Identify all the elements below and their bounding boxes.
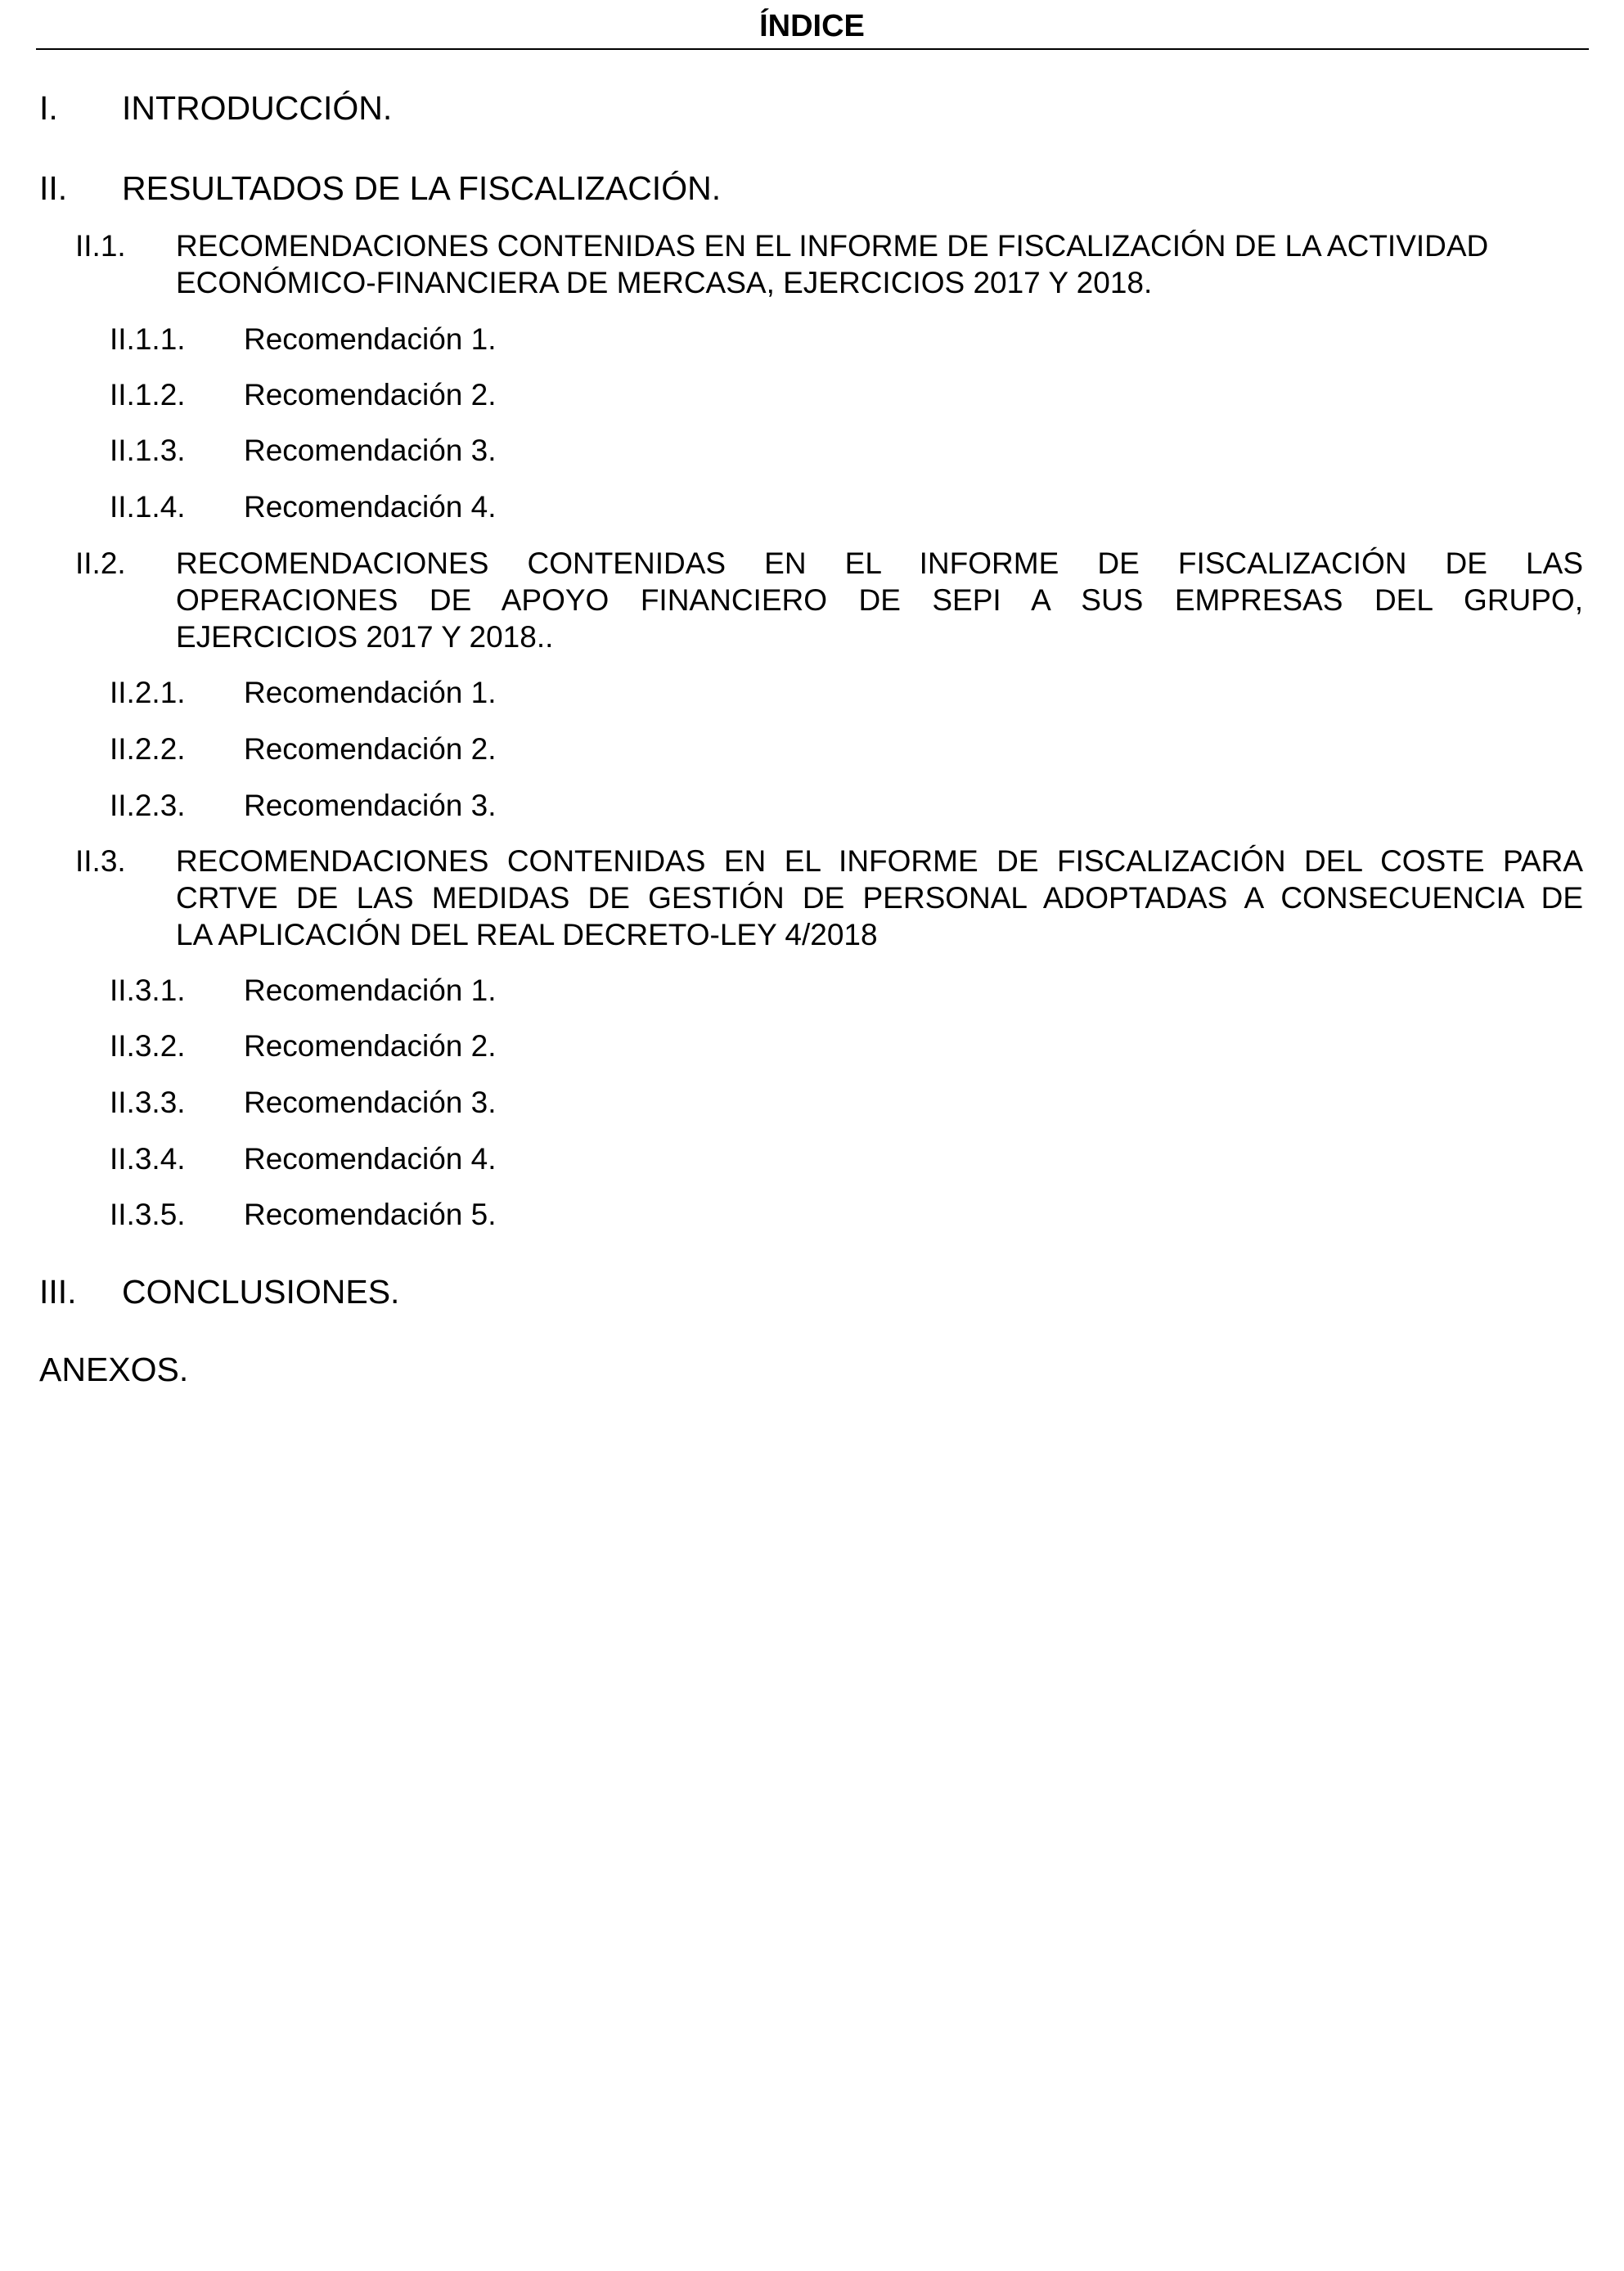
toc-item-number: II.2.2.: [110, 732, 186, 766]
toc-section-number: II.: [39, 169, 68, 207]
toc-item-number: II.3.1.: [110, 974, 186, 1007]
toc-section-title: RESULTADOS DE LA FISCALIZACIÓN.: [122, 169, 722, 207]
toc-subsection-number: II.3.: [75, 844, 126, 878]
toc-item-number: II.1.4.: [110, 490, 186, 524]
toc-item-2-2-1: [110, 674, 764, 711]
toc-section-title: INTRODUCCIÓN.: [122, 89, 393, 127]
toc-item-number: II.1.1.: [110, 322, 186, 356]
title-line: EJERCICIOS 2017 Y 2018..: [176, 620, 554, 654]
toc-item-2-3-2: [110, 1028, 764, 1064]
toc-item-2-1-4: [110, 488, 764, 525]
toc-item-title: Recomendación 3.: [244, 789, 497, 822]
toc-subsection-title: [176, 227, 1583, 301]
toc-item-number: II.1.3.: [110, 434, 186, 467]
toc-item-title: Recomendación 1.: [244, 676, 497, 709]
toc-item-number: II.2.3.: [110, 789, 186, 822]
toc-item-title: Recomendación 5.: [244, 1198, 497, 1231]
toc-annexes: ANEXOS.: [39, 1351, 189, 1388]
title-line: CRTVE DE LAS MEDIDAS DE GESTIÓN DE PERSONAL ADOPTADAS A CONSECUENCIA DE: [176, 881, 1583, 915]
toc-item-title: Recomendación 3.: [244, 1086, 497, 1119]
toc-item-number: II.3.2.: [110, 1029, 186, 1063]
title-underline: [36, 48, 1589, 50]
toc-item-2-3-1: [110, 972, 764, 1009]
toc-item-title: Recomendación 3.: [244, 434, 497, 467]
toc-item-2-3-3: [110, 1084, 764, 1121]
toc-item-number: II.3.3.: [110, 1086, 186, 1119]
toc-item-number: II.1.2.: [110, 378, 186, 411]
toc-item-2-1-1: [110, 321, 764, 358]
title-line: RECOMENDACIONES CONTENIDAS EN EL INFORME DE FISCALIZACIÓN DE LA ACTIVIDAD: [176, 229, 1489, 263]
toc-section-title: CONCLUSIONES.: [122, 1273, 400, 1311]
title-line: RECOMENDACIONES CONTENIDAS EN EL INFORME DE FISCALIZACIÓN DEL COSTE PARA: [176, 844, 1583, 878]
toc-item-2-2-3: [110, 787, 764, 824]
toc-item-title: Recomendación 4.: [244, 1142, 497, 1176]
toc-subsection-2-1: [75, 227, 1583, 301]
toc-item-number: II.3.4.: [110, 1142, 186, 1176]
toc-section-1: [39, 88, 1586, 128]
toc-section-number: I.: [39, 89, 58, 127]
toc-subsection-number: II.1.: [75, 229, 126, 263]
toc-subsection-title: [176, 545, 1583, 655]
title-line: ECONÓMICO-FINANCIERA DE MERCASA, EJERCICIOS 2017 Y 2018.: [176, 266, 1153, 299]
toc-item-2-3-4: [110, 1140, 764, 1177]
toc-subsection-number: II.2.: [75, 546, 126, 580]
title-line: LA APLICACIÓN DEL REAL DECRETO-LEY 4/2018: [176, 918, 878, 951]
toc-section-2: [39, 169, 1586, 208]
toc-item-title: Recomendación 1.: [244, 974, 497, 1007]
page-title: ÍNDICE: [759, 9, 865, 43]
toc-item-2-1-3: [110, 432, 764, 469]
toc-item-title: Recomendación 2.: [244, 1029, 497, 1063]
toc-subsection-2-3: [75, 843, 1583, 953]
toc-item-number: II.2.1.: [110, 676, 186, 709]
toc-item-title: Recomendación 2.: [244, 732, 497, 766]
title-line: RECOMENDACIONES CONTENIDAS EN EL INFORME DE FISCALIZACIÓN DE LAS: [176, 546, 1583, 580]
toc-item-title: Recomendación 1.: [244, 322, 497, 356]
toc-subsection-2-2: [75, 545, 1583, 655]
title-line: OPERACIONES DE APOYO FINANCIERO DE SEPI A SUS EMPRESAS DEL GRUPO,: [176, 583, 1583, 617]
toc-item-2-2-2: [110, 731, 764, 767]
toc-item-2-3-5: [110, 1196, 764, 1233]
toc-subsection-title: [176, 843, 1583, 953]
toc-item-number: II.3.5.: [110, 1198, 186, 1231]
toc-item-title: Recomendación 2.: [244, 378, 497, 411]
toc-item-title: Recomendación 4.: [244, 490, 497, 524]
toc-item-2-1-2: [110, 376, 764, 413]
toc-section-3: [39, 1272, 1586, 1311]
toc-section-number: III.: [39, 1273, 77, 1311]
